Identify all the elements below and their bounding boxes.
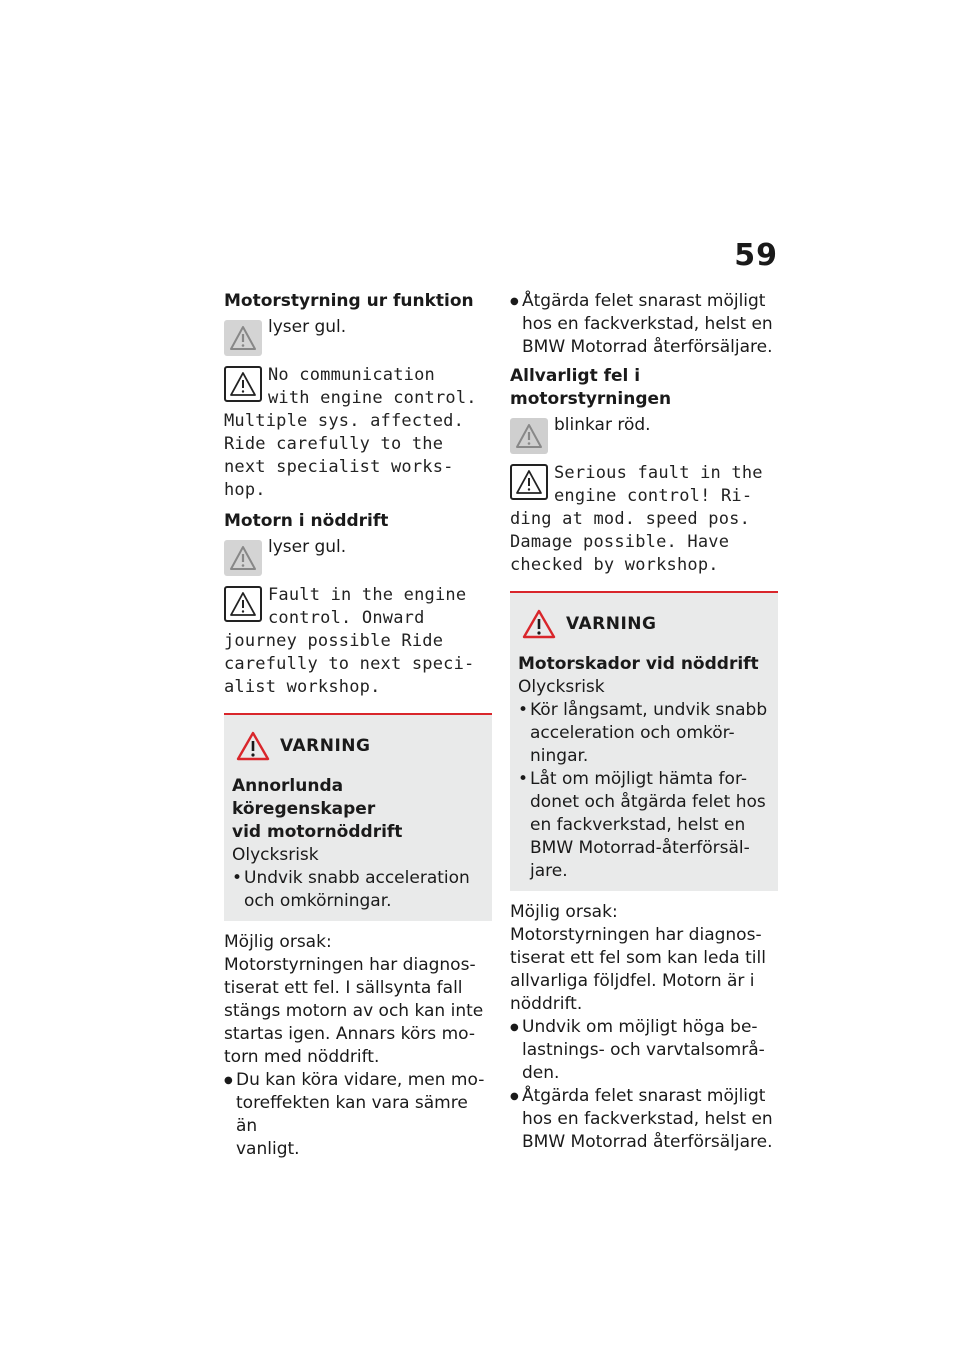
warning-lamp-icon — [510, 418, 548, 454]
warning-header — [522, 609, 770, 639]
tft-message — [510, 462, 778, 577]
tft-line: No communication — [268, 365, 435, 385]
tft-warning-icon — [224, 366, 262, 402]
warning-box — [224, 713, 492, 921]
cause-line: tiserat ett fel som kan leda till — [510, 948, 766, 968]
warning-lamp-icon — [224, 540, 262, 576]
warning-box — [510, 591, 778, 891]
section-title-engine-control-failure: Motorstyrning ur funktion — [224, 291, 474, 311]
tft-line: hop. — [224, 480, 266, 500]
warning-risk: Olycksrisk — [518, 677, 605, 697]
tft-warning-icon — [224, 586, 262, 622]
warning-header — [236, 731, 484, 761]
warning-label: VARNING — [566, 614, 657, 634]
tft-line: control. Onward — [268, 608, 425, 628]
warning-bullet: • Låt om möjligt hämta for- donet och åtgärda felet hos en fackverkstad, helst en BMW Motorrad-återförsäl- jare. — [518, 768, 770, 883]
section-title-serious-fault: Allvarligt fel i motorstyrningen — [510, 366, 672, 409]
tft-message — [224, 584, 492, 699]
cause-line: nöddrift. — [510, 994, 583, 1014]
cause-line: startas igen. Annars körs mo- — [224, 1024, 475, 1044]
warning-triangle-icon — [522, 609, 556, 639]
cause-line: Motorstyrningen har diagnos- — [510, 925, 762, 945]
cause-line: tiserat ett fel. I sällsynta fall — [224, 978, 463, 998]
lamp-status-text: lyser gul. — [268, 537, 347, 557]
section-title-emergency-mode: Motorn i nöddrift — [224, 511, 389, 531]
cause-label: Möjlig orsak: — [224, 932, 332, 952]
cause-line: stängs motorn av och kan inte — [224, 1001, 484, 1021]
indicator-lamp-row — [224, 536, 492, 576]
cause-line: Motorstyrningen har diagnos- — [224, 955, 476, 975]
tft-line: Fault in the engine — [268, 585, 467, 605]
warning-label: VARNING — [280, 736, 371, 756]
warning-triangle-icon — [236, 731, 270, 761]
page-number: 59 — [734, 238, 778, 273]
action-bullet: ● Du kan köra vidare, men mo- toreffekten kan vara sämre än vanligt. — [224, 1069, 492, 1161]
tft-line: checked by workshop. — [510, 555, 719, 575]
tft-line: Ride carefully to the — [224, 434, 444, 454]
warning-risk: Olycksrisk — [232, 845, 319, 865]
indicator-lamp-row — [224, 316, 492, 356]
tft-warning-icon — [510, 464, 548, 500]
warning-bullet: • Kör långsamt, undvik snabb acceleration och omkör- ningar. — [518, 699, 770, 768]
tft-line: ding at mod. speed pos. — [510, 509, 751, 529]
warning-title: vid motornöddrift — [232, 822, 403, 842]
lamp-status-text: lyser gul. — [268, 317, 347, 337]
tft-line: Serious fault in the — [554, 463, 763, 483]
indicator-lamp-row — [510, 414, 778, 454]
warning-title: Annorlunda köregenskaper — [232, 776, 376, 819]
tft-line: alist workshop. — [224, 677, 381, 697]
tft-line: Multiple sys. affected. — [224, 411, 465, 431]
warning-lamp-icon — [224, 320, 262, 356]
right-column — [510, 290, 778, 1154]
cause-line: allvarliga följdfel. Motorn är i — [510, 971, 755, 991]
left-column — [224, 290, 492, 1161]
action-bullet: ● Åtgärda felet snarast möjligt hos en fackverkstad, helst en BMW Motorrad återförsäljare. — [510, 290, 778, 359]
tft-line: engine control! Ri- — [554, 486, 753, 506]
cause-label: Möjlig orsak: — [510, 902, 618, 922]
tft-line: Damage possible. Have — [510, 532, 730, 552]
tft-line: with engine control. — [268, 388, 477, 408]
lamp-status-text: blinkar röd. — [554, 415, 651, 435]
tft-message — [224, 364, 492, 502]
tft-line: carefully to next speci- — [224, 654, 475, 674]
warning-bullet: • Undvik snabb acceleration och omkörningar. — [232, 867, 484, 913]
warning-title: Motorskador vid nöddrift — [518, 654, 759, 674]
cause-line: torn med nöddrift. — [224, 1047, 380, 1067]
tft-line: journey possible Ride — [224, 631, 444, 651]
action-bullet: ● Undvik om möjligt höga be- lastnings- och varvtalsområ- den. — [510, 1016, 778, 1085]
action-bullet: ● Åtgärda felet snarast möjligt hos en fackverkstad, helst en BMW Motorrad återförsäljare. — [510, 1085, 778, 1154]
tft-line: next specialist works- — [224, 457, 454, 477]
